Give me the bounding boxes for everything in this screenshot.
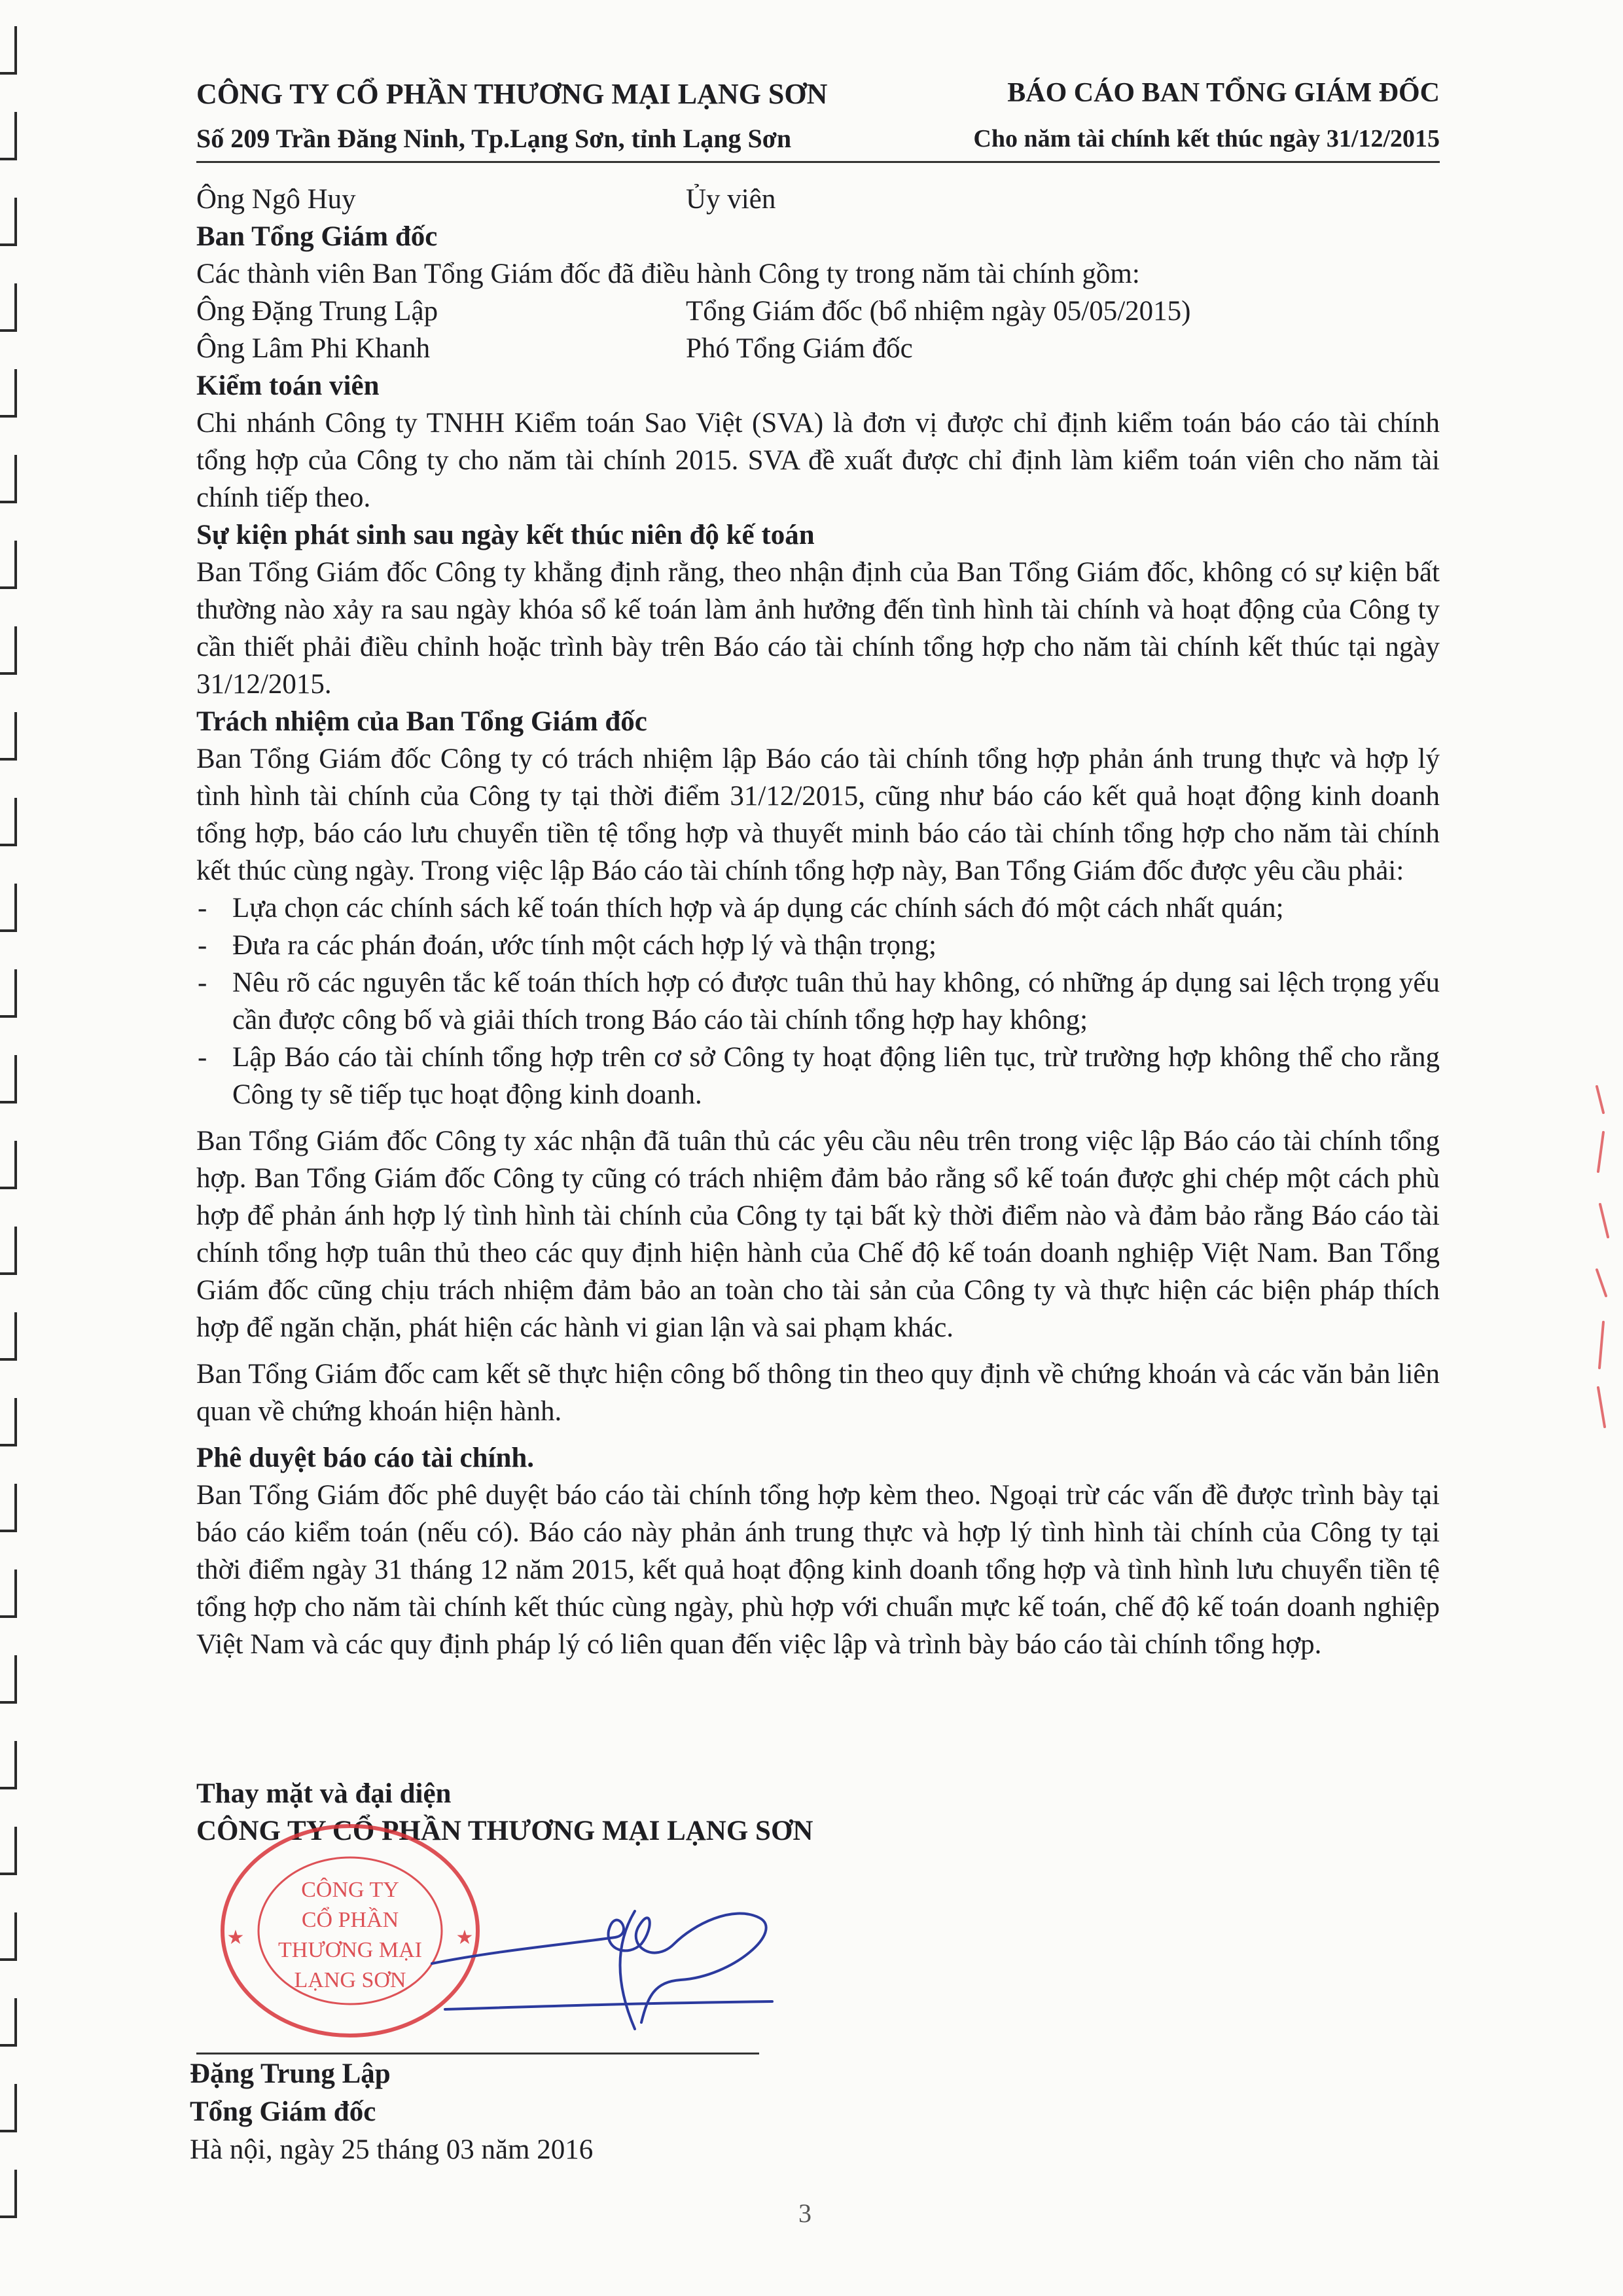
management-intro: Các thành viên Ban Tổng Giám đốc đã điều hành Công ty trong năm tài chính gồm: xyxy=(196,259,1140,289)
list-item xyxy=(196,1039,1440,1113)
binder-mark xyxy=(0,1484,17,1532)
binder-mark xyxy=(0,26,17,75)
board-member-row xyxy=(196,181,1440,218)
bullet-dash: - xyxy=(198,893,207,924)
binder-mark xyxy=(0,2170,17,2218)
member-role: Phó Tổng Giám đốc xyxy=(686,333,913,364)
on-behalf-label: Thay mặt và đại diện xyxy=(196,1778,452,1809)
svg-text:★: ★ xyxy=(226,1927,245,1948)
management-member-row xyxy=(196,330,1440,367)
page-number: 3 xyxy=(798,2198,812,2228)
subsequent-events-paragraph: Ban Tổng Giám đốc Công ty khẳng định rằng, theo nhận định của Ban Tổng Giám đốc, không có sự kiện bất thường nào xảy ra sau ngày khóa sổ kế toán làm ảnh hưởng đến tình hình tài chính và hoạt động của Công ty cần thiết phải điều chỉnh hoặc trình bày trên Báo cáo tài chính tổng hợp cho năm tài chính kết thúc tại ngày 31/12/2015. xyxy=(196,557,1440,700)
binder-mark xyxy=(0,798,17,846)
stamp-line: LẠNG SƠN xyxy=(294,1968,406,1992)
document-body xyxy=(196,181,1440,1663)
binder-mark xyxy=(0,884,17,932)
binder-mark xyxy=(0,1912,17,1961)
subsequent-events-heading: Sự kiện phát sinh sau ngày kết thúc niên độ kế toán xyxy=(196,520,815,550)
list-item xyxy=(196,889,1440,927)
svg-text:★: ★ xyxy=(455,1927,474,1948)
auditor-paragraph: Chi nhánh Công ty TNHH Kiểm toán Sao Việt (SVA) là đơn vị được chỉ định kiểm toán báo cáo tài chính tổng hợp của Công ty cho năm tài chính 2015. SVA đề xuất được chỉ định làm kiểm toán viên cho năm tài chính tiếp theo. xyxy=(196,408,1440,513)
responsibility-heading: Trách nhiệm của Ban Tổng Giám đốc xyxy=(196,706,647,737)
binder-mark xyxy=(0,1655,17,1704)
handwritten-signature xyxy=(419,1865,785,2042)
company-address: Số 209 Trần Đăng Ninh, Tp.Lạng Sơn, tỉnh Lạng Sơn xyxy=(196,124,792,153)
report-period: Cho năm tài chính kết thúc ngày 31/12/2015 xyxy=(973,125,1440,152)
binder-mark xyxy=(0,283,17,332)
management-member-row xyxy=(196,293,1440,330)
binder-mark xyxy=(0,969,17,1018)
board-member-role: Ủy viên xyxy=(686,184,776,215)
binder-holes xyxy=(0,26,20,2278)
binder-mark xyxy=(0,1141,17,1189)
binder-mark xyxy=(0,1570,17,1618)
list-item xyxy=(196,964,1440,1039)
list-item-text: Lựa chọn các chính sách kế toán thích hợp và áp dụng các chính sách đó một cách nhất quán; xyxy=(232,893,1284,924)
bullet-dash: - xyxy=(198,967,207,998)
binder-mark xyxy=(0,1998,17,2047)
binder-mark xyxy=(0,112,17,160)
approval-paragraph: Ban Tổng Giám đốc phê duyệt báo cáo tài chính tổng hợp kèm theo. Ngoại trừ các vấn đề được trình bày tại báo cáo kiểm toán (nếu có). Báo cáo này phản ánh trung thực và hợp lý tình hình tài chính của Công ty tại thời điểm ngày 31 tháng 12 năm 2015, kết quả hoạt động kinh doanh tổng hợp và tình hình lưu chuyển tiền tệ tổng hợp cho năm tài chính kết thúc cùng ngày, phù hợp với chuẩn mực kế toán, chế độ kế toán doanh nghiệp Việt Nam và các quy định pháp lý có liên quan đến việc lập và trình bày báo cáo tài chính tổng hợp. xyxy=(196,1480,1440,1660)
stamp-line: CỔ PHẦN xyxy=(301,1908,399,1932)
responsibility-intro: Ban Tổng Giám đốc Công ty có trách nhiệm lập Báo cáo tài chính tổng hợp phản ánh trung thực và hợp lý tình hình tài chính của Công ty tại thời điểm 31/12/2015, cũng như báo cáo kết quả hoạt động kinh doanh tổng hợp, báo cáo lưu chuyển tiền tệ tổng hợp và thuyết minh báo cáo tài chính tổng hợp cho năm tài chính kết thúc cùng ngày. Trong việc lập Báo cáo tài chính tổng hợp này, Ban Tổng Giám đốc được yêu cầu phải: xyxy=(196,744,1440,886)
binder-mark xyxy=(0,1312,17,1361)
approval-heading: Phê duyệt báo cáo tài chính. xyxy=(196,1443,535,1473)
binder-mark xyxy=(0,1827,17,1875)
signing-company: CÔNG TY CỔ PHẦN THƯƠNG MẠI LẠNG SƠN xyxy=(196,1816,813,1846)
binder-mark xyxy=(0,2084,17,2132)
binder-mark xyxy=(0,541,17,589)
company-name: CÔNG TY CỔ PHẦN THƯƠNG MẠI LẠNG SƠN xyxy=(196,78,828,110)
bullet-dash: - xyxy=(198,1042,207,1073)
list-item-text: Lập Báo cáo tài chính tổng hợp trên cơ sở Công ty hoạt động liên tục, trừ trường hợp không thể cho rằng Công ty sẽ tiếp tục hoạt động kinh doanh. xyxy=(232,1042,1440,1110)
signature-line xyxy=(196,2053,759,2054)
signer-title: Tổng Giám đốc xyxy=(190,2096,376,2127)
responsibility-confirm: Ban Tổng Giám đốc Công ty xác nhận đã tuân thủ các yêu cầu nêu trên trong việc lập Báo cáo tài chính tổng hợp. Ban Tổng Giám đốc Công ty cũng có trách nhiệm đảm bảo rằng sổ kế toán được ghi chép một cách phù hợp để phản ánh hợp lý tình hình tài chính của Công ty tại bất kỳ thời điểm nào và đảm bảo rằng Báo cáo tài chính tổng hợp tuân thủ theo các quy định hiện hành của Chế độ kế toán doanh nghiệp Việt Nam. Ban Tổng Giám đốc cũng chịu trách nhiệm đảm bảo an toàn cho tài sản của Công ty và thực hiện các biện pháp thích hợp để ngăn chặn, phát hiện các hành vi gian lận và sai phạm khác. xyxy=(196,1126,1440,1343)
header-divider xyxy=(196,161,1440,163)
binder-mark xyxy=(0,1398,17,1446)
binder-mark xyxy=(0,455,17,503)
stamp-line: THƯƠNG MẠI xyxy=(278,1938,422,1962)
binder-mark xyxy=(0,198,17,246)
member-name: Ông Lâm Phi Khanh xyxy=(196,333,431,364)
board-member-name: Ông Ngô Huy xyxy=(196,184,356,215)
binder-mark xyxy=(0,369,17,418)
signer-info xyxy=(190,2055,593,2169)
binder-mark xyxy=(0,1227,17,1275)
binder-mark xyxy=(0,626,17,675)
signer-name: Đặng Trung Lập xyxy=(190,2058,391,2089)
report-title: BÁO CÁO BAN TỔNG GIÁM ĐỐC xyxy=(1007,78,1440,108)
place-date: Hà nội, ngày 25 tháng 03 năm 2016 xyxy=(190,2134,594,2165)
auditor-heading: Kiểm toán viên xyxy=(196,370,380,401)
list-item-text: Đưa ra các phán đoán, ước tính một cách hợp lý và thận trọng; xyxy=(232,930,936,961)
binder-mark xyxy=(0,1741,17,1789)
binder-mark xyxy=(0,1055,17,1103)
responsibility-list xyxy=(196,889,1440,1113)
binder-mark xyxy=(0,712,17,761)
responsibility-commit: Ban Tổng Giám đốc cam kết sẽ thực hiện công bố thông tin theo quy định về chứng khoán và các văn bản liên quan về chứng khoán hiện hành. xyxy=(196,1359,1440,1427)
list-item xyxy=(196,927,1440,964)
bullet-dash: - xyxy=(198,930,207,961)
management-heading: Ban Tổng Giám đốc xyxy=(196,221,438,252)
stamp-line: CÔNG TY xyxy=(301,1878,399,1902)
side-red-mark xyxy=(1584,1073,1623,1453)
member-role: Tổng Giám đốc (bổ nhiệm ngày 05/05/2015) xyxy=(686,296,1191,327)
member-name: Ông Đặng Trung Lập xyxy=(196,296,438,327)
list-item-text: Nêu rõ các nguyên tắc kế toán thích hợp có được tuân thủ hay không, có những áp dụng sai lệch trọng yếu cần được công bố và giải thích trong Báo cáo tài chính tổng hợp hay không; xyxy=(232,967,1440,1035)
